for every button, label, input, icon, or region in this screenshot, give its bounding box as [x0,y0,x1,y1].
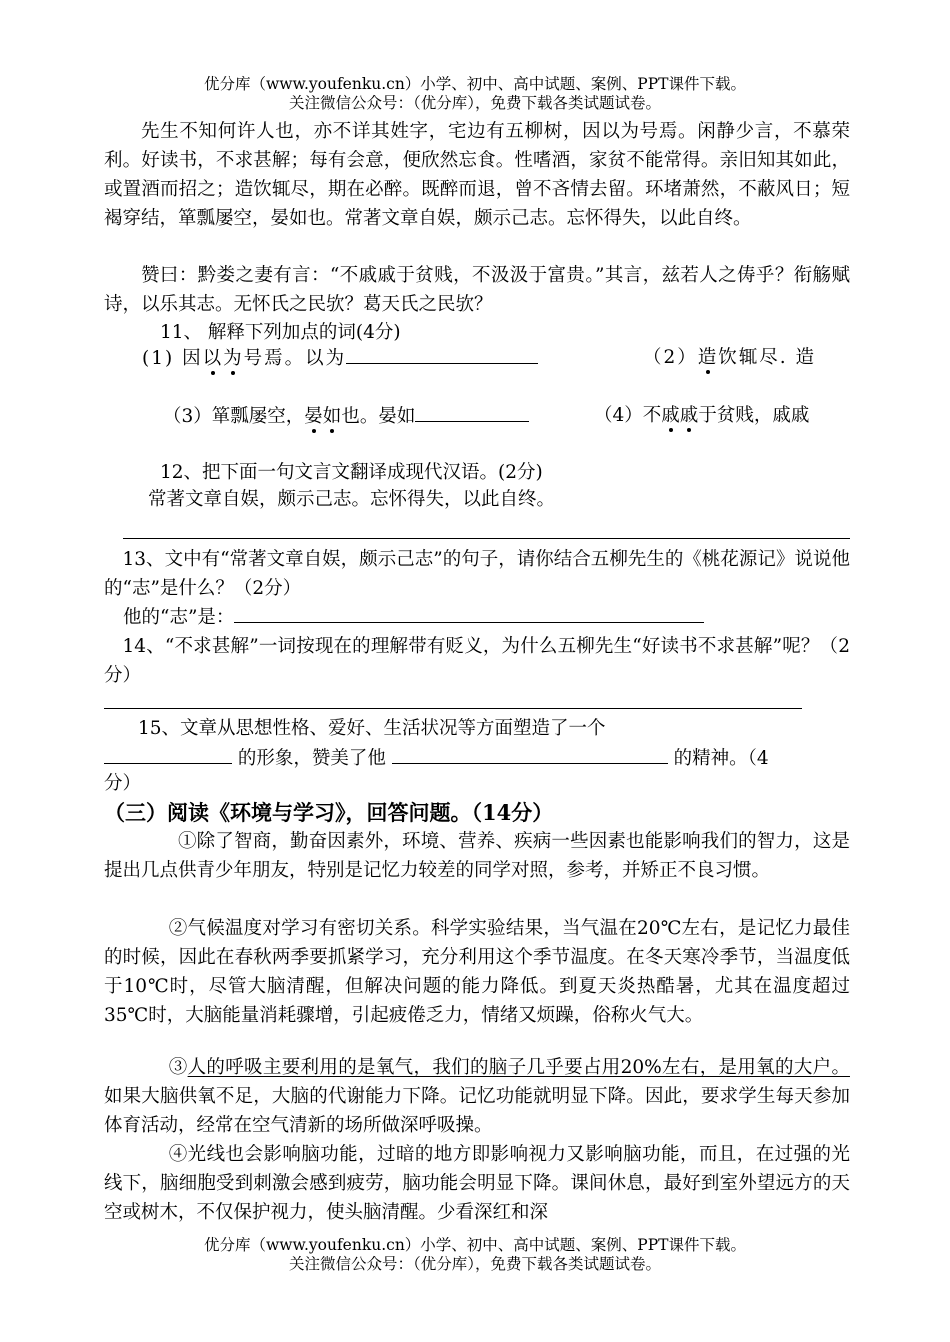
section-3-paragraph-3 [104,1053,850,1140]
q11-dotted-char: 以 [202,348,224,369]
q11-item-1 [142,345,538,372]
q11-dotted-char: 晏 [304,406,323,427]
q11-item-1-text: 号焉。以为 [243,348,347,369]
q15-blank-1[interactable] [104,745,232,764]
q15-tail: 分） [104,773,142,794]
q14-stem: 14、“不求甚解”一词按现在的理解带有贬义，为什么五柳先生“好读书不求甚解”呢？（2分） [104,636,850,686]
q11-item-4-text: 于贫贱，戚戚 [698,405,810,426]
underlined-sentence: 人的呼吸主要利用的是氧气，我们的脑子几乎要占用20%左右，是用氧的大户。 [187,1057,850,1078]
q11-item-2-text: 饮辄尽. 造 [718,347,817,368]
header-line-1: 优分库（www.youfenku.cn）小学、初中、高中试题、案例、PPT课件下载。 [203,75,747,93]
section-3-paragraph-1: ①除了智商，勤奋因素外，环境、营养、疾病一些因素也能影响我们的智力，这是提出几点供青少年朋友，特别是记忆力较差的同学对照，参考，并矫正不良习惯。 [104,831,850,881]
q12-sentence: 常著文章自娱，颇示己志。忘怀得失，以此自终。 [148,489,556,510]
q11-item-3-prefix: （3）箪瓢屡空， [163,406,305,427]
q11-dotted-char: 造 [697,347,719,368]
q15-mid-text: 的形象，赞美了他 [232,748,392,769]
q11-answer-blank-1[interactable] [346,345,538,364]
q11-dotted-char: 为 [223,348,244,369]
q11-item-4 [594,403,809,429]
q13-stem: 13、文中有“常著文章自娱，颇示己志”的句子，请你结合五柳先生的《桃花源记》说说他的“志”是什么？（2分） [104,549,850,599]
passage-paragraph-1: 先生不知何许人也，亦不详其姓字，宅边有五柳树，因以为号焉。闲静少言，不慕荣利。好读书，不求甚解；每有会意，便欣然忘食。性嗜酒，家贫不能常得。亲旧知其如此，或置酒而招之；造饮辄尽，期在必醉。既醉而退，曾不吝情去留。环堵萧然，不蔽风日；短褐穿结，箪瓢屡空，晏如也。常著文章自娱，颇示己志。忘怀得失，以此自终。 [104,121,850,229]
footer-line-2: 关注微信公众号：（优分库），免费下载各类试题试卷。 [288,1255,661,1273]
q11-item-3-text: 也。晏如 [341,406,416,427]
q11-item-1-char: 因 [182,348,203,369]
q11-dotted-char: 如 [322,406,342,427]
footer-line-1: 优分库（www.youfenku.cn）小学、初中、高中试题、案例、PPT课件下载。 [203,1236,747,1254]
q11-stem: 11、 解释下列加点的词(4分) [160,322,401,343]
passage-paragraph-2: 赞曰：黔娄之妻有言：“不戚戚于贫贱，不汲汲于富贵。”其言，兹若人之俦乎？衔觞赋诗，以乐其志。无怀氏之民欤？葛天氏之民欤？ [104,265,850,315]
section-3-p3-rest: 如果大脑供氧不足，大脑的代谢能力下降。记忆功能就明显下降。因此，要求学生每天参加体育活动，经常在空气清新的场所做深呼吸操。 [104,1086,850,1136]
q11-dotted-char: 戚 [661,405,680,426]
q11-item-3 [163,403,529,430]
section-3-paragraph-2: ②气候温度对学习有密切关系。科学实验结果，当气温在20℃左右，是记忆力最佳的时候，因此在春秋两季要抓紧学习，充分利用这个季节温度。在冬天寒冷季节，当温度低于10℃时，尽管大脑清醒，但解决问题的能力降低。到夏天炎热酷暑，尤其在温度超过35℃时，大脑能量消耗骤增，引起疲倦乏力，情绪又烦躁，俗称火气大。 [104,918,850,1026]
q13-answer-row [123,604,704,631]
q15-stem: 15、文章从思想性格、爱好、生活状况等方面塑造了一个 [138,718,606,739]
q14-answer-line[interactable] [104,708,802,709]
q11-answer-blank-3[interactable] [415,403,529,422]
q11-item-1-prefix: (1) [142,348,183,369]
q11-item-2 [643,345,816,371]
q11-item-4-prefix: （4）不 [594,405,662,426]
header-line-2: 关注微信公众号：（优分库），免费下载各类试题试卷。 [288,94,661,112]
q15-blank-2[interactable] [392,745,668,764]
q12-stem: 12、把下面一句文言文翻译成现代汉语。(2分) [160,462,543,483]
section-3-title: （三）阅读《环境与学习》，回答问题。（14分） [104,800,554,825]
q11-dotted-char: 戚 [679,405,699,426]
section-3-paragraph-4: ④光线也会影响脑功能，过暗的地方即影响视力又影响脑功能，而且，在过强的光线下，脑细胞受到刺激会感到疲劳，脑功能会明显下降。课间休息，最好到室外望远方的天空或树木，不仅保护视力，使头脑清醒。少看深红和深 [104,1144,850,1223]
q13-answer-label: 他的“志”是： [123,607,235,628]
q15-end-text: 的精神。（4 [667,748,769,769]
section-3-p3-number: ③ [168,1057,188,1078]
q15-blanks-row [104,745,769,772]
q11-item-2-prefix: （2） [643,347,698,368]
q12-answer-line[interactable] [123,538,850,539]
q13-answer-blank[interactable] [234,604,704,623]
